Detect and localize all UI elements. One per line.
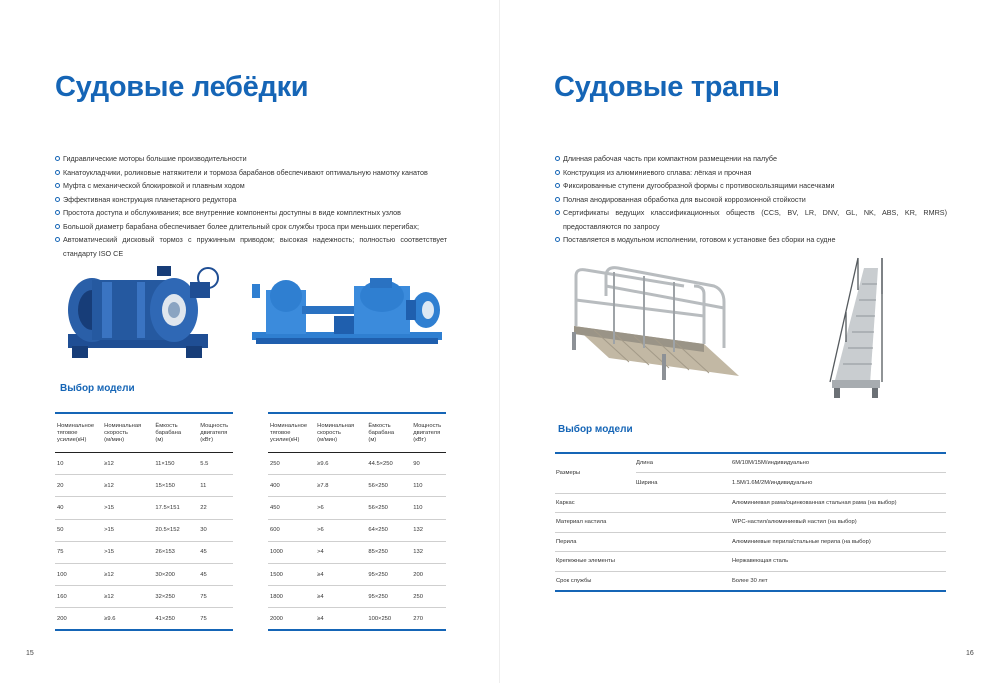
feature-item bbox=[55, 233, 447, 260]
winch-model-title: Выбор модели bbox=[60, 383, 135, 394]
table-cell: >15 bbox=[104, 504, 115, 511]
table-row bbox=[555, 571, 946, 591]
column-header bbox=[268, 413, 315, 453]
table-header-row bbox=[55, 413, 233, 453]
table-cell: >15 bbox=[104, 527, 115, 534]
table-cell: ≥12 bbox=[104, 460, 114, 467]
column-header-line: Номинальная bbox=[104, 423, 142, 429]
table-cell: ≥7.8 bbox=[317, 482, 329, 489]
feature-text: Простота доступа и обслуживания; все внутренние компоненты доступны в виде комплектных узлов bbox=[63, 208, 401, 217]
table-cell: 160 bbox=[57, 593, 67, 600]
feature-item bbox=[555, 193, 947, 207]
table-row bbox=[268, 519, 446, 541]
bullet-icon bbox=[555, 170, 560, 175]
table-cell: 56×250 bbox=[368, 482, 388, 489]
bullet-icon bbox=[555, 156, 560, 161]
column-header-line: усилие(кН) bbox=[270, 437, 300, 443]
column-header-line: скорость bbox=[317, 430, 341, 436]
feature-item bbox=[55, 220, 447, 234]
table-cell: 20.5×152 bbox=[155, 527, 180, 534]
feature-text: Большой диаметр барабана обеспечивает более длительный срок службы троса при меньших перегибах; bbox=[63, 221, 419, 231]
column-header-line: усилие(кН) bbox=[57, 437, 87, 443]
spec-sublabel: Длина bbox=[636, 459, 653, 466]
table-cell: 110 bbox=[413, 504, 423, 511]
table-cell: 64×250 bbox=[368, 527, 388, 534]
right-page bbox=[500, 0, 1000, 683]
table-cell: 10 bbox=[57, 460, 64, 467]
table-cell: ≥9.6 bbox=[104, 615, 116, 622]
spec-label: Каркас bbox=[556, 499, 575, 506]
column-header bbox=[102, 413, 153, 453]
table-row bbox=[55, 586, 233, 608]
winch-image-1 bbox=[62, 262, 220, 360]
bullet-icon bbox=[55, 197, 60, 202]
column-header-line: Ёмкость bbox=[155, 423, 178, 429]
table-row bbox=[268, 475, 446, 497]
spec-label: Перила bbox=[556, 538, 577, 545]
table-cell: 32×250 bbox=[155, 593, 175, 600]
gangway-model-title: Выбор модели bbox=[558, 424, 633, 435]
feature-text: Поставляется в модульном исполнении, готовом к установке без сборки на судне bbox=[563, 235, 836, 244]
column-header-line: тяговое bbox=[270, 430, 291, 436]
feature-item bbox=[555, 206, 947, 233]
table-cell: 2000 bbox=[270, 615, 283, 622]
feature-text: Сертификаты ведущих классификационных обществ (CCS, BV, LR, DNV, GL, NK, ABS, KR, RMRS) предоставляются по запросу bbox=[563, 208, 947, 231]
feature-text: Канатоукладчики, роликовые натяжители и тормоза барабанов обеспечивают оптимальную намотку канатов bbox=[63, 167, 428, 177]
spec-value: Алюминиевые перила/стальные перила (на выбор) bbox=[732, 538, 871, 545]
table-cell: 22 bbox=[200, 504, 207, 511]
table-cell: 110 bbox=[413, 482, 423, 489]
table-cell: 1500 bbox=[270, 571, 283, 578]
feature-item bbox=[55, 166, 447, 180]
table-row bbox=[55, 541, 233, 563]
gangways-title: Судовые трапы bbox=[554, 71, 780, 103]
bullet-icon bbox=[55, 224, 60, 229]
feature-item bbox=[55, 152, 447, 166]
column-header-line: Ёмкость bbox=[368, 423, 391, 429]
table-cell: ≥4 bbox=[317, 571, 324, 578]
spec-value: 6М/10М/15М/индивидуально bbox=[732, 459, 810, 466]
column-header-line: двигателя bbox=[413, 430, 441, 436]
feature-text: Конструкция из алюминиевого сплава: лёгкая и прочная bbox=[563, 167, 752, 177]
column-header-line: Номинальное bbox=[270, 423, 308, 429]
table-cell: 95×250 bbox=[368, 593, 388, 600]
table-cell: 90 bbox=[413, 460, 420, 467]
bullet-icon bbox=[555, 210, 560, 215]
winch-image-2 bbox=[246, 270, 448, 356]
table-cell: 26×153 bbox=[155, 549, 175, 556]
table-cell: 50 bbox=[57, 527, 64, 534]
table-cell: 132 bbox=[413, 527, 423, 534]
column-header-line: Номинальное bbox=[57, 423, 95, 429]
winch-table-1 bbox=[55, 412, 233, 631]
feature-text: Муфта с механической блокировкой и плавным ходом bbox=[63, 181, 245, 190]
table-cell: 41×250 bbox=[155, 615, 175, 622]
column-header-line: (кВт) bbox=[413, 437, 427, 443]
column-header-line: (кВт) bbox=[200, 437, 214, 443]
table-row bbox=[555, 513, 946, 533]
table-cell: 1000 bbox=[270, 549, 283, 556]
table-cell: 250 bbox=[413, 593, 423, 600]
table-cell: 1800 bbox=[270, 593, 283, 600]
feature-text: Гидравлические моторы большие производительности bbox=[63, 154, 247, 163]
bullet-icon bbox=[55, 170, 60, 175]
column-header-line: тяговое bbox=[57, 430, 78, 436]
feature-text: Эффективная конструкция планетарного редуктора bbox=[63, 194, 237, 204]
table-row bbox=[268, 586, 446, 608]
column-header-line: (м) bbox=[155, 437, 164, 443]
column-header-line: барабана bbox=[155, 430, 182, 436]
table-row bbox=[55, 475, 233, 497]
table-cell: 75 bbox=[200, 615, 207, 622]
table-row bbox=[555, 493, 946, 513]
table-cell: 95×250 bbox=[368, 571, 388, 578]
table-cell: ≥12 bbox=[104, 593, 114, 600]
table-cell: 100 bbox=[57, 571, 67, 578]
table-row bbox=[55, 608, 233, 630]
feature-item bbox=[555, 166, 947, 180]
table-row bbox=[268, 497, 446, 519]
table-cell: 44.5×250 bbox=[368, 460, 393, 467]
table-cell: 100×250 bbox=[368, 615, 392, 622]
table-header-row bbox=[268, 413, 446, 453]
table-cell: >6 bbox=[317, 527, 324, 534]
table-cell: >4 bbox=[317, 549, 324, 556]
table-cell: 17.5×151 bbox=[155, 504, 180, 511]
table-row bbox=[555, 552, 946, 572]
page-number-right: 16 bbox=[966, 650, 974, 657]
column-header-line: Мощность bbox=[413, 423, 442, 429]
bullet-icon bbox=[555, 237, 560, 242]
table-cell: ≥4 bbox=[317, 593, 324, 600]
table-cell: 30 bbox=[200, 527, 207, 534]
table-cell: 15×150 bbox=[155, 482, 175, 489]
column-header-line: Мощность bbox=[200, 423, 229, 429]
feature-text: Длинная рабочая часть при компактном размещении на палубе bbox=[563, 154, 777, 163]
column-header-line: скорость bbox=[104, 430, 128, 436]
bullet-icon bbox=[55, 210, 60, 215]
table-row bbox=[268, 563, 446, 585]
spec-label: Крепежные элементы bbox=[556, 558, 615, 565]
table-cell: ≥12 bbox=[104, 571, 114, 578]
table-cell: 132 bbox=[413, 549, 423, 556]
table-cell: 11×150 bbox=[155, 460, 175, 467]
table-row bbox=[55, 563, 233, 585]
table-cell: 11 bbox=[200, 482, 207, 489]
feature-item bbox=[55, 193, 447, 207]
column-header bbox=[315, 413, 366, 453]
table-cell: 45 bbox=[200, 571, 207, 578]
spec-value: 1.5М/1.6М/2М/индивидуально bbox=[732, 479, 813, 486]
column-header-line: (м/мин) bbox=[317, 437, 338, 443]
table-cell: >6 bbox=[317, 504, 324, 511]
feature-item bbox=[555, 233, 947, 247]
table-cell: 30×200 bbox=[155, 571, 175, 578]
column-header bbox=[411, 413, 446, 453]
spec-value: Алюминиевая рама/оцинкованная стальная рама (на выбор) bbox=[732, 499, 897, 506]
winch-feature-list bbox=[55, 152, 447, 260]
column-header bbox=[153, 413, 198, 453]
table-row bbox=[55, 497, 233, 519]
table-cell: 450 bbox=[270, 504, 280, 511]
table-row bbox=[268, 453, 446, 475]
table-cell: 200 bbox=[57, 615, 67, 622]
feature-item bbox=[55, 206, 447, 220]
gangway-image-1 bbox=[554, 264, 744, 384]
gangway-spec-table bbox=[555, 452, 946, 592]
column-header-line: двигателя bbox=[200, 430, 228, 436]
table-row bbox=[55, 519, 233, 541]
column-header-line: (м) bbox=[368, 437, 377, 443]
bullet-icon bbox=[55, 183, 60, 188]
feature-text: Полная анодированная обработка для высокой коррозионной стойкости bbox=[563, 194, 806, 204]
spec-value: Более 30 лет bbox=[732, 577, 768, 584]
table-cell: 75 bbox=[57, 549, 64, 556]
table-row bbox=[555, 532, 946, 552]
table-row bbox=[555, 453, 946, 472]
gangway-image-2 bbox=[828, 254, 888, 404]
table-cell: 40 bbox=[57, 504, 64, 511]
table-cell: 45 bbox=[200, 549, 207, 556]
column-header bbox=[198, 413, 233, 453]
table-cell: 85×250 bbox=[368, 549, 388, 556]
column-header bbox=[55, 413, 102, 453]
table-cell: ≥12 bbox=[104, 482, 114, 489]
feature-item bbox=[555, 152, 947, 166]
spec-value: WPC-настил/алюминиевый настил (на выбор) bbox=[732, 519, 857, 526]
page-number-left: 15 bbox=[26, 650, 34, 657]
column-header-line: Номинальная bbox=[317, 423, 355, 429]
table-cell: 250 bbox=[270, 460, 280, 467]
spec-label: Размеры bbox=[556, 470, 581, 477]
bullet-icon bbox=[55, 156, 60, 161]
feature-text: Автоматический дисковый тормоз с пружинным приводом; высокая надежность; полностью соответствует стандарту ISO CE bbox=[63, 235, 447, 258]
winches-title: Судовые лебёдки bbox=[55, 71, 309, 103]
table-cell: 20 bbox=[57, 482, 64, 489]
table-cell: 75 bbox=[200, 593, 207, 600]
gangway-feature-list bbox=[555, 152, 947, 247]
column-header-line: (м/мин) bbox=[104, 437, 125, 443]
table-cell: 270 bbox=[413, 615, 423, 622]
table-cell: ≥9.6 bbox=[317, 460, 329, 467]
spec-label: Материал настила bbox=[556, 519, 607, 526]
table-cell: ≥4 bbox=[317, 615, 324, 622]
winch-table-2 bbox=[268, 412, 446, 631]
spec-label: Срок службы bbox=[556, 577, 592, 584]
spec-value: Нержавеющая сталь bbox=[732, 558, 789, 565]
table-cell: >15 bbox=[104, 549, 115, 556]
feature-item bbox=[55, 179, 447, 193]
table-row bbox=[55, 453, 233, 475]
table-row bbox=[268, 608, 446, 630]
table-cell: 5.5 bbox=[200, 460, 209, 467]
table-row bbox=[268, 541, 446, 563]
bullet-icon bbox=[555, 183, 560, 188]
bullet-icon bbox=[55, 237, 60, 242]
column-header-line: барабана bbox=[368, 430, 395, 436]
feature-text: Фиксированные ступени дугообразной формы с противоскользящими насечками bbox=[563, 181, 835, 190]
column-header bbox=[366, 413, 411, 453]
bullet-icon bbox=[555, 197, 560, 202]
feature-item bbox=[555, 179, 947, 193]
table-cell: 200 bbox=[413, 571, 423, 578]
table-cell: 56×250 bbox=[368, 504, 388, 511]
spec-sublabel: Ширина bbox=[636, 479, 658, 486]
table-cell: 400 bbox=[270, 482, 280, 489]
table-cell: 600 bbox=[270, 527, 280, 534]
